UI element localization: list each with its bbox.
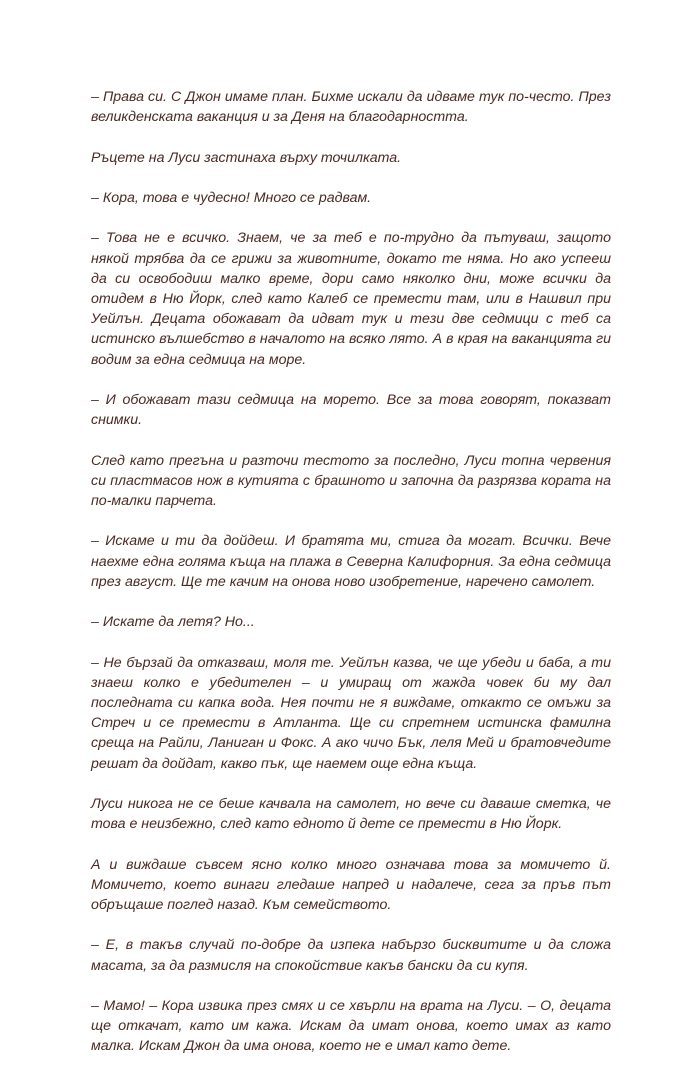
paragraph-6: След като прегъна и разточи тестото за последно, Луси топна червения си пластмасов нож в кутията с брашното и започна да разрязва кората на по-малки парчета. [91,452,611,509]
paragraph-9: – Не бързай да отказваш, моля те. Уейлън казва, че ще убеди и баба, а ти знаеш колко е убедителен – и умиращ от жажда човек би му дал последната си капка вода. Нея почти не я виждаме, откакто се омъжи за Стреч и се премести в Атланта. Ще си спретнем истинска фамилна среща на Райли, Ланиган и Фокс. А ако чичо Бък, леля Мей и братовчедите решат да дойдат, какво пък, ще наемем още една къща. [91,654,611,772]
document-page [91,87,611,1077]
paragraph-7: – Искаме и ти да дойдеш. И братята ми, стига да могат. Всички. Вече наехме една голяма къща на плажа в Северна Калифорния. За една седмица през август. Ще те качим на онова ново изобретение, наречено самолет. [91,533,611,590]
paragraph-4: – Това не е всичко. Знаем, че за теб е по-трудно да пътуваш, защото някой трябва да се грижи за животните, докато те няма. Но ако успееш да си освободиш малко време, дори само няколко дни, може всички да отидем в Ню Йорк, след като Калеб се премести там, или в Нашвил при Уейлън. Децата обожават да идват тук и тези две седмици с теб са истинско вълшебство в началото на всяко лято. А в края на ваканцията ги водим за една седмица на море. [91,230,611,368]
paragraph-13: – Мамо! – Кора извика през смях и се хвърли на врата на Луси. – О, децата ще откачат, като им кажа. Искам да имат онова, което имах аз като малка. Искам Джон да има онова, което не е имал като дете. [91,997,611,1055]
paragraph-1: – Права си. С Джон имаме план. Бихме искали да идваме тук по-често. През великденската ваканция и за Деня на благодарността. [91,89,611,126]
paragraph-8: – Искате да летя? Но... [91,614,255,631]
paragraph-10: Луси никога не се беше качвала на самолет, но вече си даваше сметка, че това е неизбежно, след като едното й дете се премести в Ню Йорк. [91,795,611,833]
paragraph-3: – Кора, това е чудесно! Много се радвам. [91,189,372,206]
paragraph-5: – И обожават тази седмица на морето. Все за това говорят, показват снимки. [91,391,611,429]
paragraph-11: А и виждаше съвсем ясно колко много означава това за момичето й. Момичето, което винаги гледаше напред и надалече, сега за пръв път обръщаше поглед назад. Към семейството. [91,856,611,913]
paragraph-12: – Е, в такъв случай по-добре да изпека набързо бисквитите и да сложа масата, за да размисля на спокойствие какъв бански да си купя. [91,937,611,974]
paragraph-2: Ръцете на Луси застинаха върху точилката. [91,149,402,166]
